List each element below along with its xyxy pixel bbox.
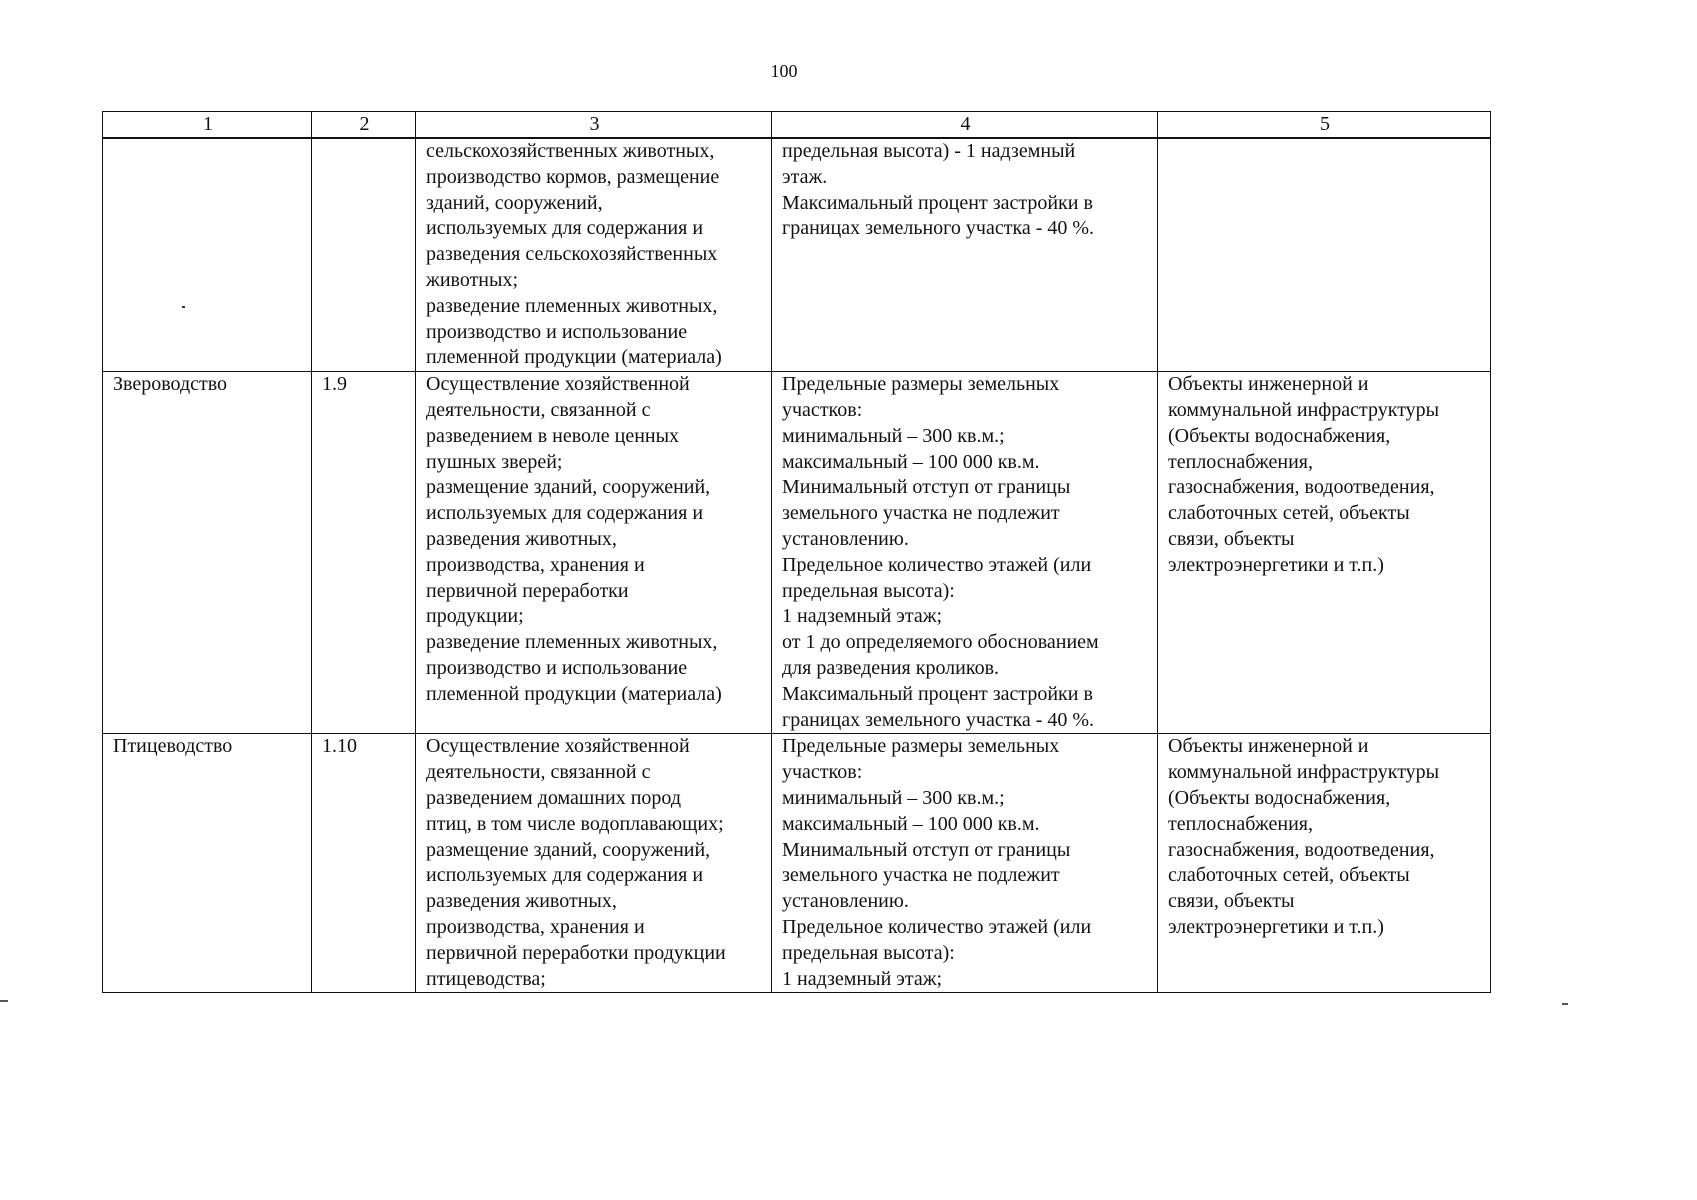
use-description-cell: Осуществление хозяйственной деятельности, связанной с разведением домашних пород птиц, в том числе водоплавающих; размещение зданий, сооружений, используемых для содержания и разведения животных, производства, хранения и первичной переработки продукции птицеводства; <box>416 734 772 993</box>
table-row <box>103 372 1491 734</box>
land-use-table <box>102 111 1491 993</box>
page-number: 100 <box>770 61 798 81</box>
use-description-cell: Осуществление хозяйственной деятельности, связанной с разведением в неволе ценных пушных зверей; размещение зданий, сооружений, используемых для содержания и разведения животных, производства, хранения и первичной переработки продукции; разведение племенных животных, производство и использование племенной продукции (материала) <box>416 372 772 734</box>
table-row <box>103 734 1491 993</box>
auxiliary-uses-cell: Объекты инженерной и коммунальной инфраструктуры (Объекты водоснабжения, теплоснабжения, газоснабжения, водоотведения, слаботочных сетей, объекты связи, объекты электроэнергетики и т.п.) <box>1158 372 1491 734</box>
use-name-cell: Звероводство <box>103 372 312 734</box>
scan-edge-mark-left <box>0 1000 8 1002</box>
column-header-2: 2 <box>312 112 416 139</box>
scan-speck <box>182 306 185 308</box>
parameters-cell: Предельные размеры земельных участков: минимальный – 300 кв.м.; максимальный – 100 000 кв.м. Минимальный отступ от границы земельного участка не подлежит установлению. Предельное количество этажей (или предельная высота): 1 надземный этаж; <box>772 734 1158 993</box>
use-description-cell: сельскохозяйственных животных, производство кормов, размещение зданий, сооружений, используемых для содержания и разведения сельскохозяйственных животных; разведение племенных животных, производство и использование племенной продукции (материала) <box>416 138 772 372</box>
use-code-cell <box>312 138 416 372</box>
use-name-cell: Птицеводство <box>103 734 312 993</box>
column-header-3: 3 <box>416 112 772 139</box>
parameters-cell: предельная высота) - 1 надземный этаж. Максимальный процент застройки в границах земельного участка - 40 %. <box>772 138 1158 372</box>
table-header-row <box>103 112 1491 139</box>
parameters-cell: Предельные размеры земельных участков: минимальный – 300 кв.м.; максимальный – 100 000 кв.м. Минимальный отступ от границы земельного участка не подлежит установлению. Предельное количество этажей (или предельная высота): 1 надземный этаж; от 1 до определяемого обоснованием для разведения кроликов. Максимальный процент застройки в границах земельного участка - 40 %. <box>772 372 1158 734</box>
column-header-4: 4 <box>772 112 1158 139</box>
use-code-cell: 1.10 <box>312 734 416 993</box>
use-code-cell: 1.9 <box>312 372 416 734</box>
column-header-5: 5 <box>1158 112 1491 139</box>
column-header-1: 1 <box>103 112 312 139</box>
use-name-cell <box>103 138 312 372</box>
table-row <box>103 138 1491 372</box>
scan-edge-mark-right <box>1562 1003 1568 1005</box>
auxiliary-uses-cell <box>1158 138 1491 372</box>
auxiliary-uses-cell: Объекты инженерной и коммунальной инфраструктуры (Объекты водоснабжения, теплоснабжения, газоснабжения, водоотведения, слаботочных сетей, объекты связи, объекты электроэнергетики и т.п.) <box>1158 734 1491 993</box>
